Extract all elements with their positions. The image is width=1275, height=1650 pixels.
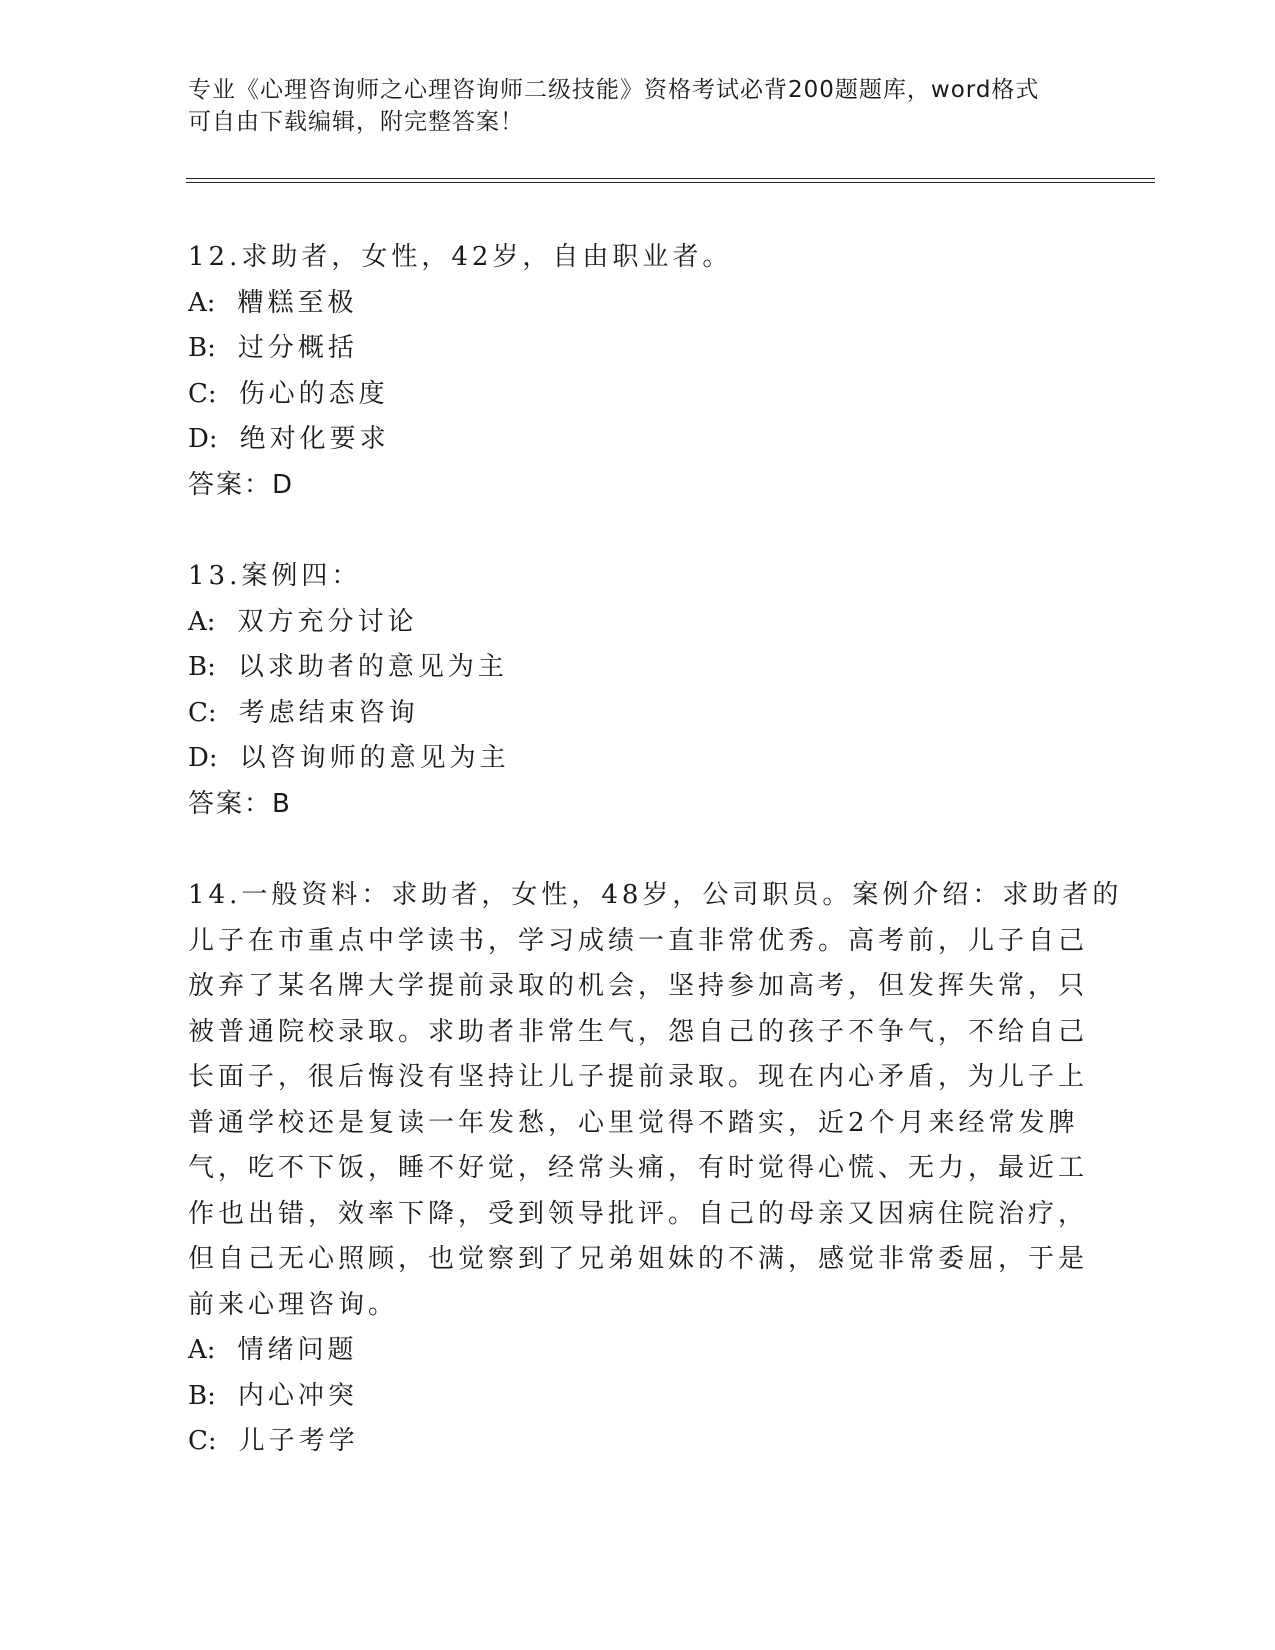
option-c: C: 伤心的态度 bbox=[188, 378, 389, 409]
question-12 bbox=[188, 235, 1088, 508]
question-stem-line: 14.一般资料：求助者，女性，48岁，公司职员。案例介绍：求助者的 bbox=[188, 880, 1123, 910]
option-d: D: 以咨询师的意见为主 bbox=[188, 743, 510, 773]
question-14 bbox=[188, 873, 1123, 1465]
header-line-2: 可自由下载编辑，附完整答案！ bbox=[188, 109, 524, 135]
option-b: B: 内心冲突 bbox=[188, 1380, 358, 1411]
option-c: C: 儿子考学 bbox=[188, 1426, 359, 1456]
answer: 答案：D bbox=[188, 469, 295, 500]
answer: 答案：B bbox=[188, 788, 292, 819]
question-stem: 13.案例四： bbox=[188, 561, 362, 591]
question-stem-line: 普通学校还是复读一年发愁，心里觉得不踏实，近2个月来经常发脾 bbox=[188, 1107, 1079, 1138]
question-stem-line: 长面子，很后悔没有坚持让儿子提前录取。现在内心矛盾，为儿子上 bbox=[188, 1062, 1089, 1092]
option-a: A: 情绪问题 bbox=[188, 1335, 358, 1365]
option-a: A: 双方充分讨论 bbox=[188, 606, 418, 637]
option-c: C: 考虑结束咨询 bbox=[188, 697, 419, 728]
question-list bbox=[188, 235, 1123, 1465]
question-stem-line: 作也出错，效率下降，受到领导批评。自己的母亲又因病住院治疗， bbox=[188, 1198, 1089, 1229]
option-b: B: 以求助者的意见为主 bbox=[188, 652, 508, 682]
header-divider-top bbox=[186, 178, 1155, 179]
option-a: A: 糟糕至极 bbox=[188, 287, 358, 318]
question-stem-line: 被普通院校录取。求助者非常生气，怨自己的孩子不争气，不给自己 bbox=[188, 1016, 1089, 1047]
header-divider-bottom bbox=[186, 182, 1155, 183]
question-stem-line: 放弃了某名牌大学提前录取的机会，坚持参加高考，但发挥失常，只 bbox=[188, 971, 1089, 1001]
question-stem: 12.求助者，女性，42岁，自由职业者。 bbox=[188, 242, 733, 272]
option-d: D: 绝对化要求 bbox=[188, 424, 390, 454]
question-stem-line: 前来心理咨询。 bbox=[188, 1289, 399, 1320]
question-stem-line: 儿子在市重点中学读书，学习成绩一直非常优秀。高考前，儿子自己 bbox=[188, 925, 1089, 956]
document-header bbox=[188, 74, 1068, 138]
header-line-1: 专业《心理咨询师之心理咨询师二级技能》资格考试必背200题题库，word格式 bbox=[188, 77, 1040, 103]
question-13 bbox=[188, 554, 1088, 827]
question-stem-line: 气，吃不下饭，睡不好觉，经常头痛，有时觉得心慌、无力，最近工 bbox=[188, 1153, 1089, 1183]
option-b: B: 过分概括 bbox=[188, 333, 358, 363]
question-stem-line: 但自己无心照顾，也觉察到了兄弟姐妹的不满，感觉非常委屈，于是 bbox=[188, 1244, 1089, 1274]
